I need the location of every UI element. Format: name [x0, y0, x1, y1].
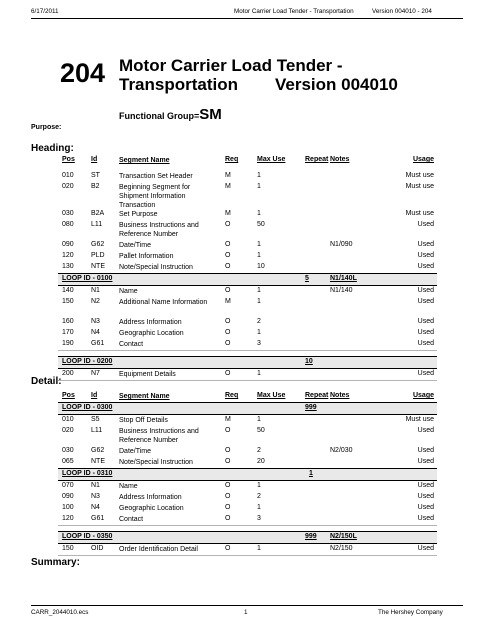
title-transportation: Transportation [119, 75, 239, 94]
purpose-label: Purpose: [31, 124, 62, 131]
table-row: 130 NTE Note/Special Instruction O 10 Used [62, 263, 434, 271]
footer-rule [31, 605, 463, 606]
title-version: Version 004010 [275, 75, 398, 94]
table-row: 140 N1 Name O 1 N1/140 Used [62, 287, 434, 295]
col-max-use: Max Use [257, 156, 286, 163]
col-req: Req [225, 156, 239, 163]
section-summary-label: Summary: [31, 557, 80, 568]
header-date: 6/17/2011 [31, 8, 59, 15]
table-row: 200 N7 Equipment Details O 1 Used [58, 369, 437, 381]
title-line-1: Motor Carrier Load Tender - [119, 56, 343, 75]
col-usage: Usage [412, 156, 434, 163]
footer-page-number: 1 [244, 609, 248, 616]
detail-table [58, 391, 437, 556]
table-row: 020 B2 Beginning Segment for Shipment Information Transaction M 1 Must use [62, 183, 434, 209]
loop-row-0350: LOOP ID - 0350 999 N2/150L [58, 531, 437, 544]
col-repeat: Repeat [305, 156, 329, 163]
table-row: 090 N3 Address Information O 2 Used [62, 493, 434, 501]
table-header-row: Pos Id Segment Name Req Max Use Repeat Notes Usage [62, 392, 434, 400]
header-version: Version 004010 - 204 [372, 8, 432, 15]
section-heading-label: Heading: [31, 143, 74, 154]
loop-row-0200: LOOP ID - 0200 10 [58, 356, 437, 369]
table-row: 170 N4 Geographic Location O 1 Used [62, 329, 434, 337]
functional-group-code: SM [199, 106, 222, 123]
col-notes: Notes [330, 156, 350, 163]
title-line-2 [119, 75, 459, 94]
table-header-row [58, 155, 437, 166]
loop-row-0300: LOOP ID - 0300 999 [58, 402, 437, 415]
table-row: 150 N2 Additional Name Information M 1 Used [62, 298, 434, 306]
table-row: 030 G62 Date/Time O 2 N2/030 Used [62, 447, 434, 455]
table-row: 160 N3 Address Information O 2 Used [62, 318, 434, 326]
header-rule [31, 18, 463, 19]
col-segment-name: Segment Name [119, 157, 170, 164]
footer-company: The Hershey Company [378, 609, 443, 616]
table-row: 080 L11 Business Instructions and Reference Number O 50 Used [62, 221, 434, 238]
table-row: 010 S5 Stop Off Details M 1 Must use [62, 416, 434, 424]
table-row: 120 PLD Pallet Information O 1 Used [62, 252, 434, 260]
table-row: 120 G61 Contact O 3 Used [58, 514, 437, 526]
section-detail-label: Detail: [31, 376, 62, 387]
header-doc-title: Motor Carrier Load Tender - Transportation [234, 8, 354, 15]
col-pos: Pos [62, 156, 75, 163]
functional-group [119, 106, 222, 123]
loop-row-0100: LOOP ID - 0100 5 N1/140L [58, 273, 437, 286]
page-title [119, 56, 459, 94]
table-row: 065 NTE Note/Special Instruction O 20 Used [62, 458, 434, 466]
table-row: 070 N1 Name O 1 Used [62, 482, 434, 490]
footer-file: CARR_2044010.ecs [31, 609, 89, 616]
table-row: 030 B2A Set Purpose M 1 Must use [62, 210, 434, 218]
table-row: 020 L11 Business Instructions and Reference Number O 50 Used [62, 427, 434, 444]
heading-table [58, 155, 437, 381]
table-row: 010 ST Transaction Set Header M 1 Must use [62, 172, 434, 180]
functional-group-label: Functional Group= [119, 111, 200, 121]
table-row: 100 N4 Geographic Location O 1 Used [62, 504, 434, 512]
table-row: 150 OID Order Identification Detail O 1 N2/150 Used [58, 544, 437, 556]
col-id: Id [91, 156, 98, 163]
loop-row-0310: LOOP ID - 0310 1 [58, 468, 437, 481]
table-row: 190 G61 Contact O 3 Used [58, 339, 437, 351]
transaction-set-number: 204 [60, 58, 106, 88]
table-row: 090 G62 Date/Time O 1 N1/090 Used [62, 241, 434, 249]
